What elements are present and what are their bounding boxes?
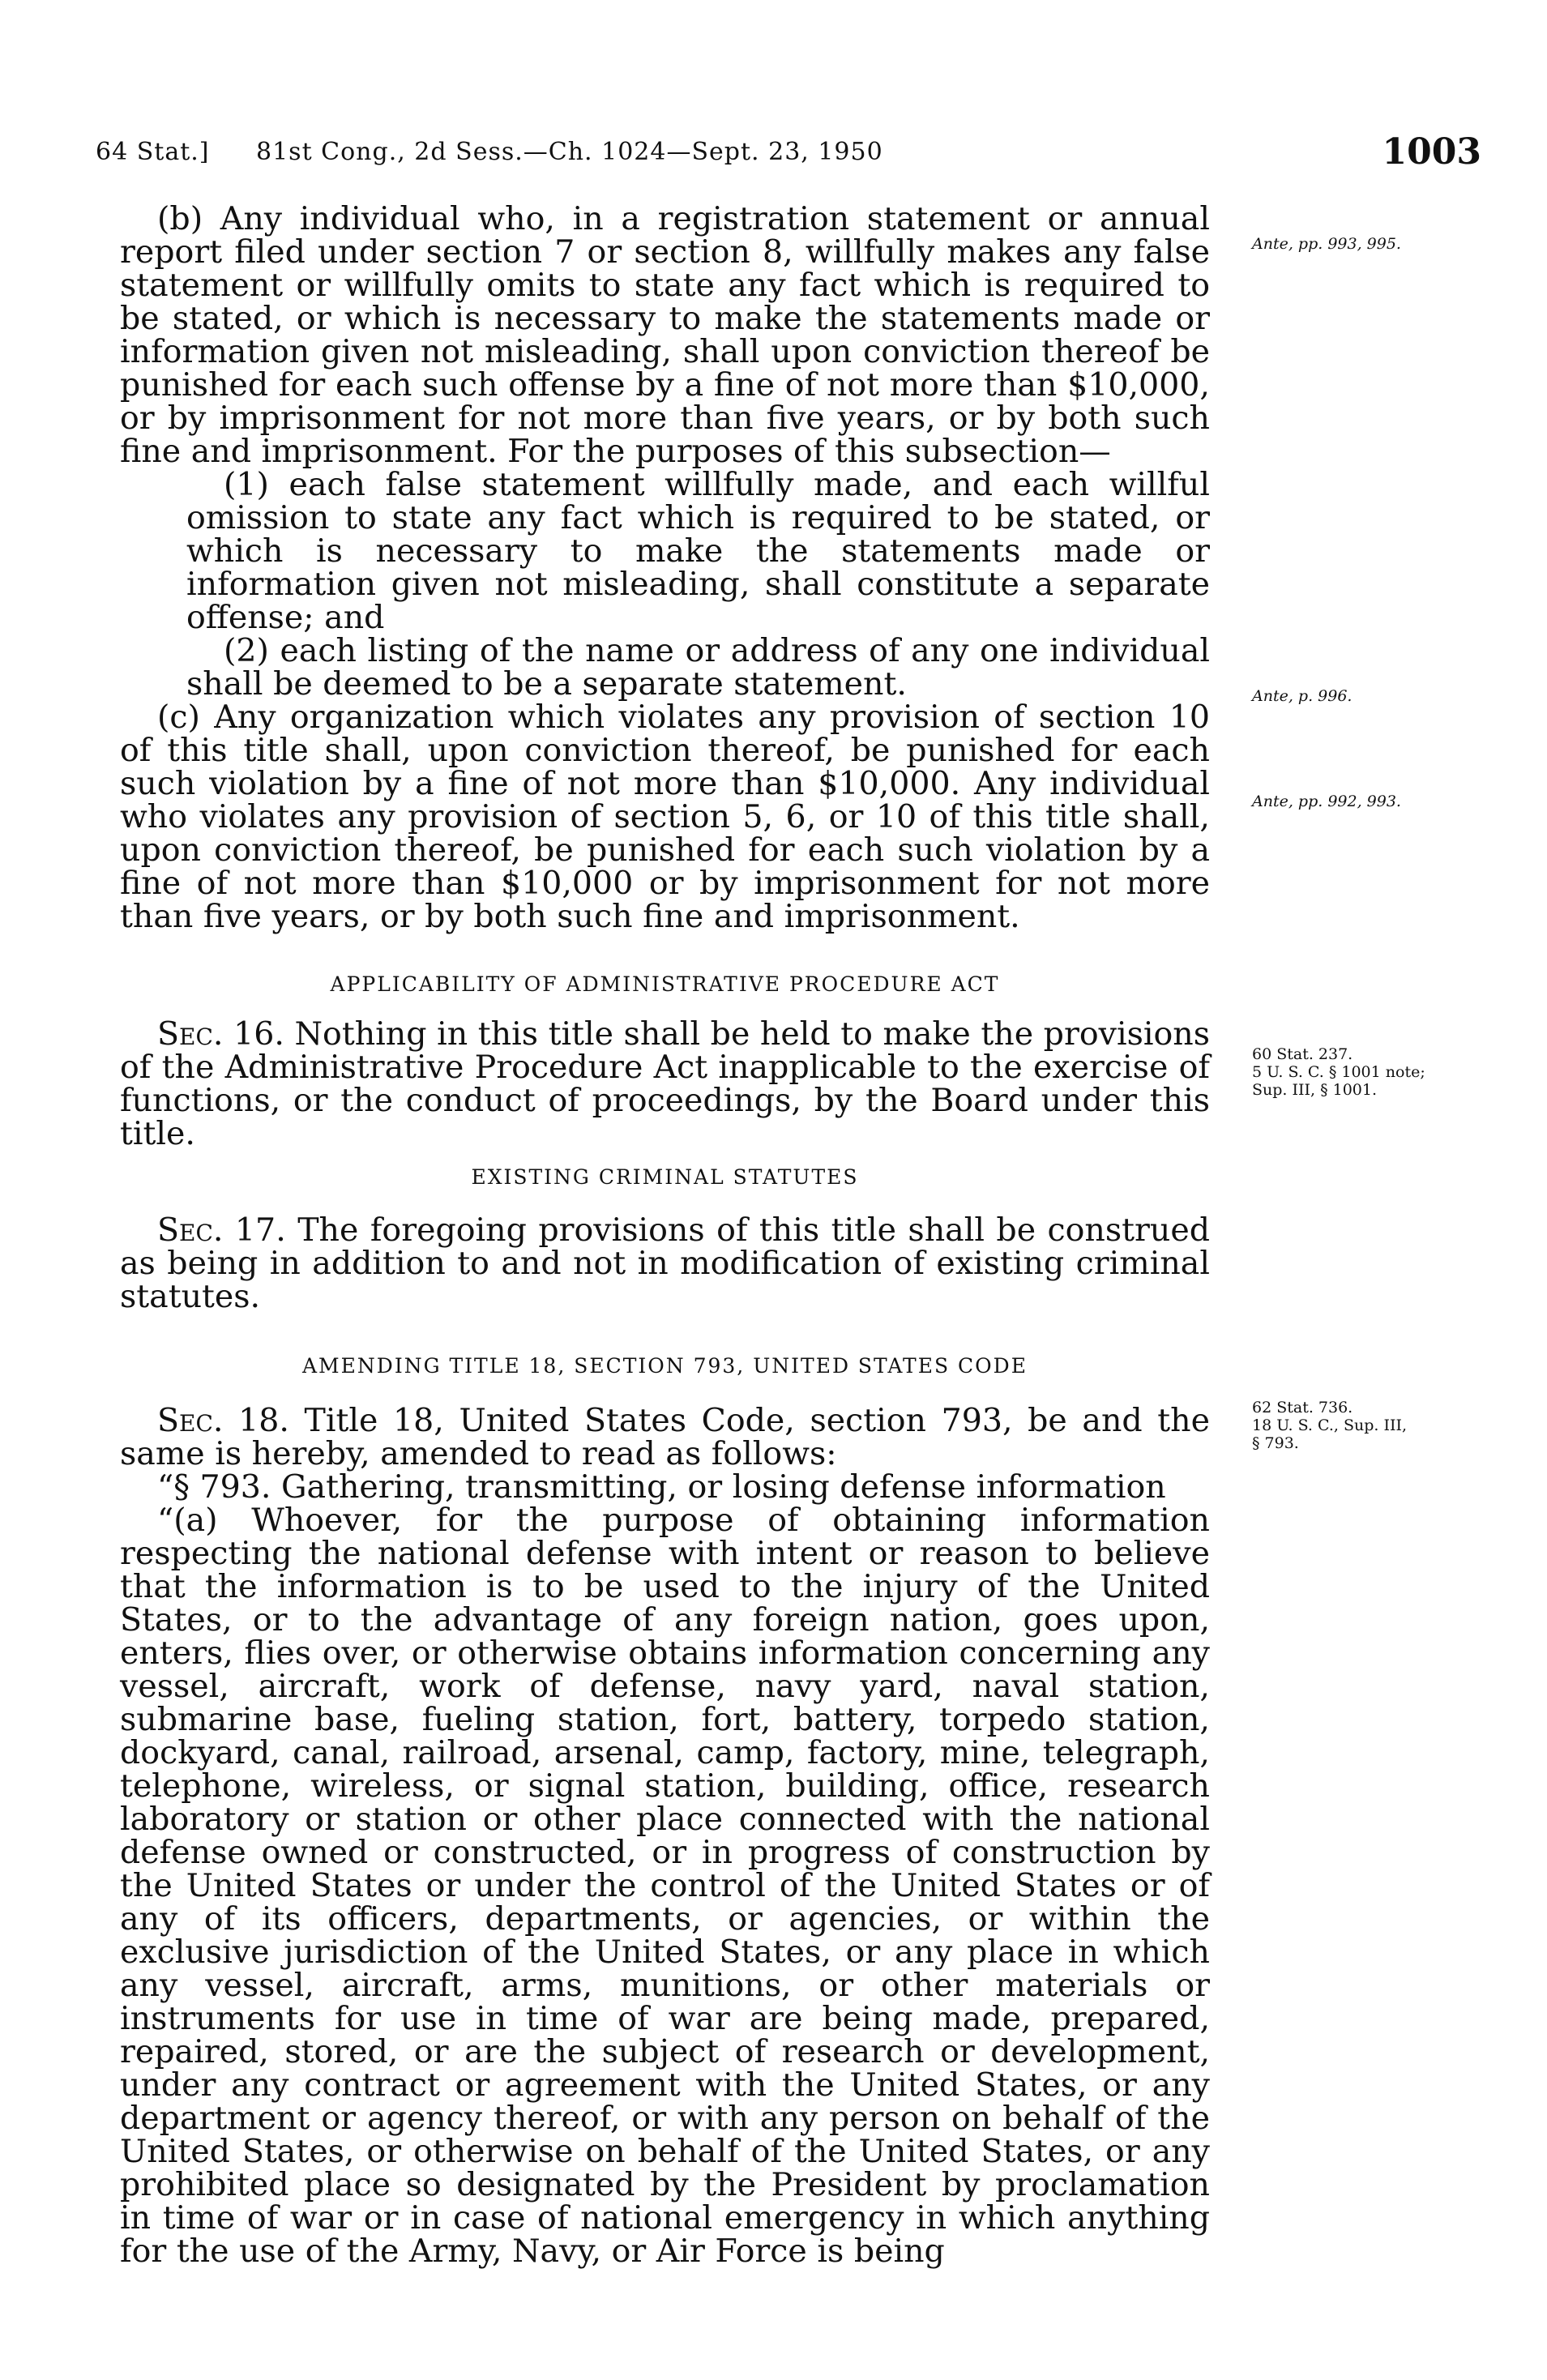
margin-note-1-text: Ante, pp. 993, 995. bbox=[1252, 235, 1401, 253]
paragraph-b1: (1) each false statement willfully made, and each willful omission to state any fact which is required to be stated, or which is necessary to make the statements made or information given not misleading, shall constitute a separate offense; and bbox=[186, 466, 1210, 636]
margin-note-2 bbox=[1252, 687, 1528, 705]
session-line: 81st Cong., 2d Sess.—Ch. 1024—Sept. 23, 1950 bbox=[256, 138, 883, 166]
margin-note-5 bbox=[1252, 1399, 1528, 1452]
margin-note-5c: § 793. bbox=[1252, 1434, 1299, 1452]
paragraph-c: (c) Any organization which violates any provision of section 10 of this title shall, upon conviction thereof, be punished for each such violation by a fine of not more than $10,000. Any individual who violates any provision of section 5, 6, or 10 of this title shall, upon conviction thereof, be punished for each such violation by a fine of not more than $10,000 or by imprisonment for not more than five years, or by both such fine and imprisonment. bbox=[120, 699, 1210, 935]
margin-note-3-text: Ante, pp. 992, 993. bbox=[1252, 793, 1401, 810]
section-793-title: “§ 793. Gathering, transmitting, or losing defense information bbox=[157, 1468, 1166, 1506]
margin-note-4b: 5 U. S. C. § 1001 note; bbox=[1252, 1063, 1425, 1081]
paragraph-b: (b) Any individual who, in a registration statement or annual report filed under section 7 or section 8, willfully makes any false statement or willfully omits to state any fact which is required to be stated, or which is necessary to make the statements made or information given not misleading, shall upon conviction thereof be punished for each such offense by a fine of not more than $10,000, or by imprisonment for not more than five years, or by both such fine and imprisonment. For the purposes of this subsection— bbox=[120, 200, 1210, 470]
section-18-label: Sec. 18. bbox=[157, 1402, 289, 1439]
margin-note-5b: 18 U. S. C., Sup. III, bbox=[1252, 1416, 1408, 1434]
heading-title-18: AMENDING TITLE 18, SECTION 793, UNITED STATES CODE bbox=[302, 1354, 1028, 1378]
stat-citation: 64 Stat.] bbox=[96, 138, 210, 166]
margin-note-4c: Sup. III, § 1001. bbox=[1252, 1081, 1378, 1099]
margin-note-1 bbox=[1252, 235, 1528, 253]
margin-note-3 bbox=[1252, 793, 1528, 810]
section-17 bbox=[120, 1211, 1210, 1315]
page-number: 1003 bbox=[1382, 131, 1481, 173]
running-header bbox=[96, 131, 1481, 172]
section-17-label: Sec. 17. bbox=[157, 1211, 286, 1249]
section-18-text: Title 18, United States Code, section 793, be and the same is hereby, amended to read as follows: bbox=[120, 1402, 1210, 1472]
margin-note-4a: 60 Stat. 237. bbox=[1252, 1045, 1353, 1063]
section-16-label: Sec. 16. bbox=[157, 1015, 284, 1053]
paragraph-b2: (2) each listing of the name or address of any one individual shall be deemed to be a separate statement. bbox=[186, 632, 1210, 703]
section-18 bbox=[120, 1404, 1210, 1471]
margin-note-5a: 62 Stat. 736. bbox=[1252, 1399, 1353, 1416]
section-16-text: Nothing in this title shall be held to make the provisions of the Administrative Procedure Act inapplicable to the exercise of functions, or the conduct of proceedings, by the Board under this title. bbox=[120, 1015, 1210, 1152]
margin-note-4 bbox=[1252, 1045, 1528, 1099]
section-17-text: The foregoing provisions of this title shall be construed as being in addition to and not in modification of existing criminal statutes. bbox=[120, 1211, 1210, 1315]
main-text bbox=[120, 200, 1210, 2270]
heading-apa: APPLICABILITY OF ADMINISTRATIVE PROCEDURE ACT bbox=[330, 972, 1000, 996]
margin-note-2-text: Ante, p. 996. bbox=[1252, 687, 1353, 705]
section-793-a: “(a) Whoever, for the purpose of obtaining information respecting the national defense with intent or reason to believe that the information is to be used to the injury of the United States, or to the advantage of any foreign nation, goes upon, enters, flies over, or otherwise obtains information concerning any vessel, aircraft, work of defense, navy yard, naval station, submarine base, fueling station, fort, battery, torpedo station, dockyard, canal, railroad, arsenal, camp, factory, mine, telegraph, telephone, wireless, or signal station, building, office, research laboratory or station or other place connected with the national defense owned or constructed, or in progress of construction by the United States or under the control of the United States or of any of its officers, departments, or agencies, or within the exclusive jurisdiction of the United States, or any place in which any vessel, aircraft, arms, munitions, or other materials or instruments for use in time of war are being made, prepared, repaired, stored, or are the subject of research or development, under any contract or agreement with the United States, or any department or agency thereof, or with any person on behalf of the United States, or otherwise on behalf of the United States, or any prohibited place so designated by the President by proclamation in time of war or in case of national emergency in which anything for the use of the Army, Navy, or Air Force is being bbox=[120, 1502, 1210, 2270]
section-16 bbox=[120, 1015, 1210, 1152]
heading-criminal: EXISTING CRIMINAL STATUTES bbox=[471, 1165, 859, 1189]
